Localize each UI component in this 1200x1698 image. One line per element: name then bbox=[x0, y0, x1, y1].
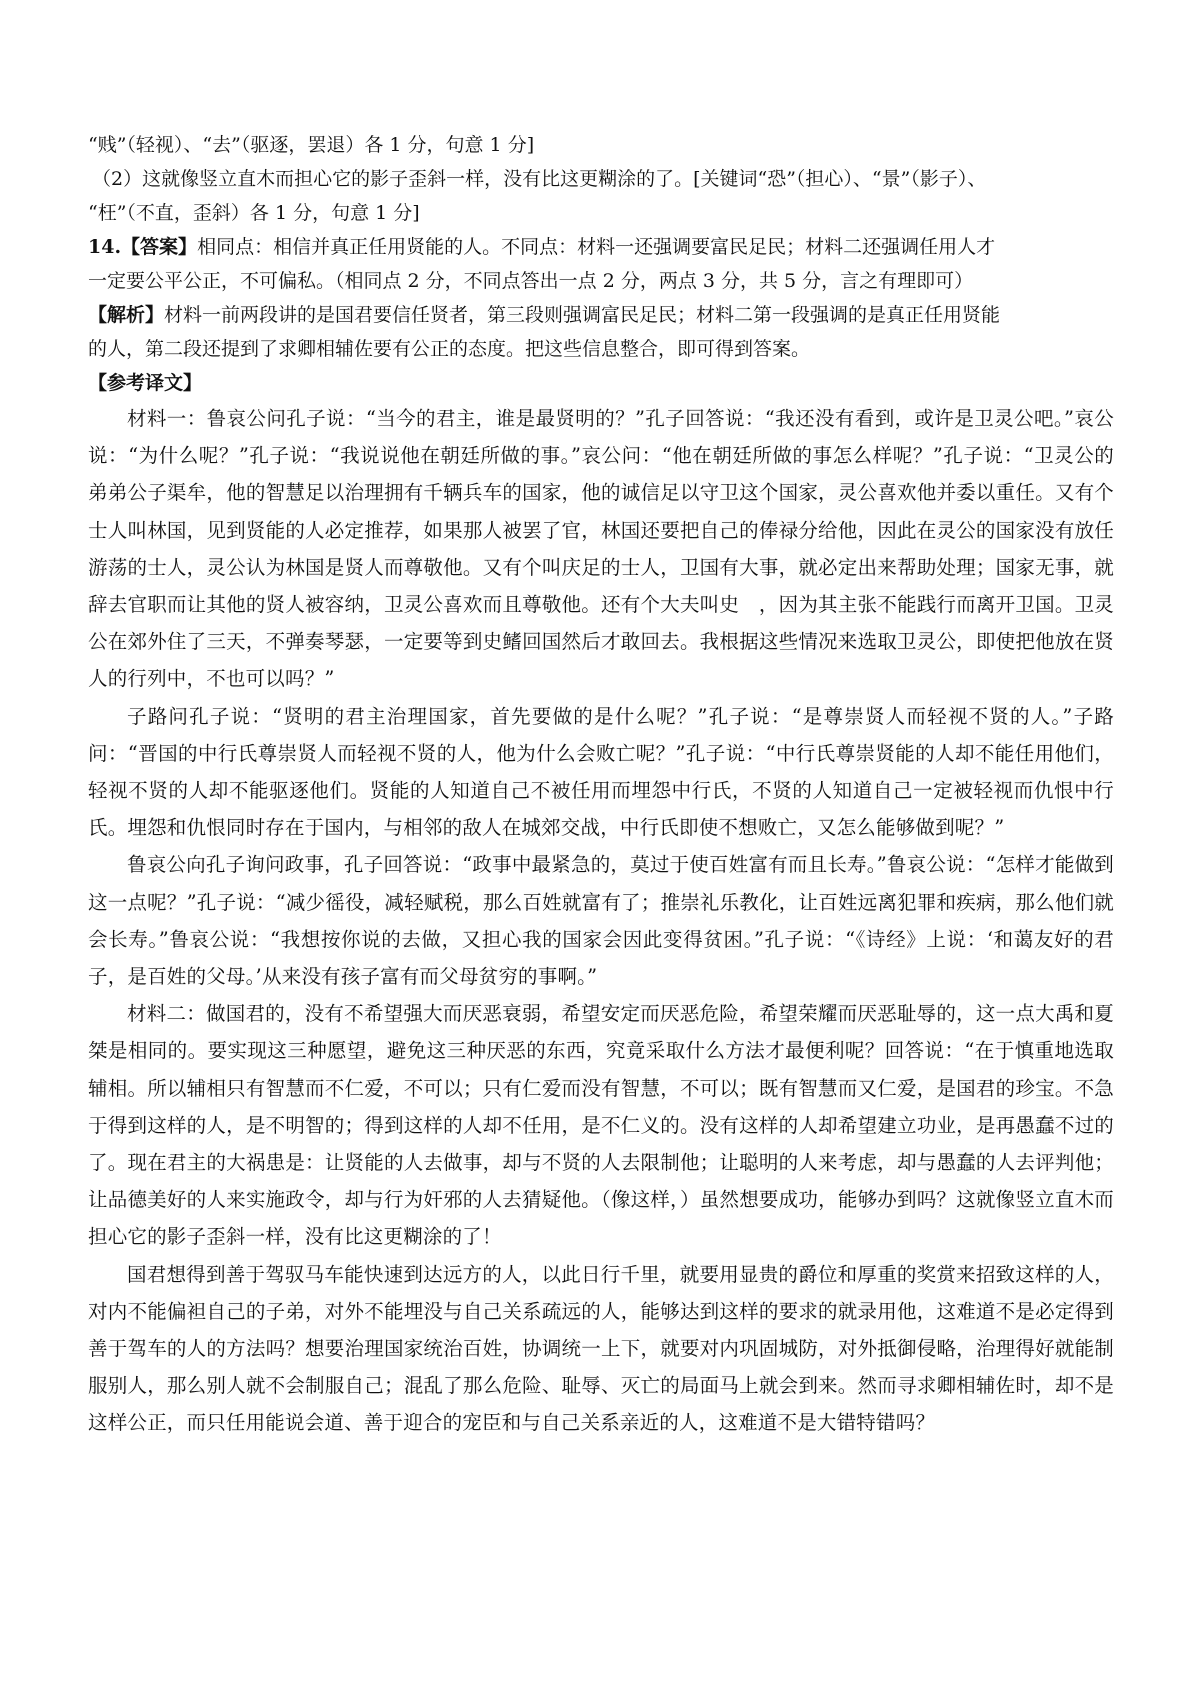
answer-14 bbox=[88, 230, 1114, 400]
answer-14-line-1 bbox=[88, 230, 1114, 264]
reference-translation bbox=[88, 400, 1114, 1442]
answer-13-line-2: （2）这就像竖立直木而担心它的影子歪斜一样，没有比这更糊涂的了。[关键词“恐”（担心）、“景”（影子）、 bbox=[92, 168, 987, 190]
analysis-text-1: 材料一前两段讲的是国君要信任贤者，第三段则强调富民足民；材料二第一段强调的是真正任用贤能 bbox=[164, 304, 1001, 326]
analysis-line-2: 的人，第二段还提到了求卿相辅佐要有公正的态度。把这些信息整合，即可得到答案。 bbox=[88, 338, 811, 360]
analysis-label: 【解析】 bbox=[88, 304, 165, 326]
translation-paragraph-4: 材料二：做国君的，没有不希望强大而厌恶衰弱，希望安定而厌恶危险，希望荣耀而厌恶耻辱的，这一点大禹和夏桀是相同的。要实现这三种愿望，避免这三种厌恶的东西，究竟采取什么方法才最便利呢？回答说：“在于慎重地选取辅相。所以辅相只有智慧而不仁爱，不可以；只有仁爱而没有智慧，不可以；既有智慧而又仁爱，是国君的珍宝。不急于得到这样的人，是不明智的；得到这样的人却不任用，是不仁义的。没有这样的人却希望建立功业，是再愚蠢不过的了。现在君主的大祸患是：让贤能的人去做事，却与不贤的人去限制他；让聪明的人来考虑，却与愚蠢的人去评判他；让品德美好的人来实施政令，却与行为奸邪的人去猜疑他。（像这样，）虽然想要成功，能够办到吗？这就像竖立直木而担心它的影子歪斜一样，没有比这更糊涂的了！ bbox=[88, 1002, 1114, 1249]
answer-13-line-3: “枉”（不直，歪斜）各 1 分，句意 1 分] bbox=[88, 202, 420, 224]
answer-14-label: 14.【答案】 bbox=[88, 236, 198, 258]
translation-paragraph-3: 鲁哀公向孔子询问政事，孔子回答说：“政事中最紧急的，莫过于使百姓富有而且长寿。”鲁哀公说：“怎样才能做到这一点呢？”孔子说：“减少徭役，减轻赋税，那么百姓就富有了；推崇礼乐教化，让百姓远离犯罪和疾病，那么他们就会长寿。”鲁哀公说：“我想按你说的去做，又担心我的国家会因此变得贫困。”孔子说：“《诗经》上说：‘和蔼友好的君子，是百姓的父母。’从来没有孩子富有而父母贫穷的事啊。” bbox=[88, 853, 1114, 989]
translation-paragraph-1: 材料一：鲁哀公问孔子说：“当今的君主，谁是最贤明的？”孔子回答说：“我还没有看到，或许是卫灵公吧。”哀公说：“为什么呢？”孔子说：“我说说他在朝廷所做的事。”哀公问：“他在朝廷所做的事怎么样呢？”孔子说：“卫灵公的弟弟公子渠牟，他的智慧足以治理拥有千辆兵车的国家，他的诚信足以守卫这个国家，灵公喜欢他并委以重任。又有个士人叫林国，见到贤能的人必定推荐，如果那人被罢了官，林国还要把自己的俸禄分给他，因此在灵公的国家没有放任游荡的士人，灵公认为林国是贤人而尊敬他。又有个叫庆足的士人，卫国有大事，就必定出来帮助处理；国家无事，就辞去官职而让其他的贤人被容纳，卫灵公喜欢而且尊敬他。还有个大夫叫史 ，因为其主张不能践行而离开卫国。卫灵公在郊外住了三天，不弹奏琴瑟，一定要等到史鳍回国然后才敢回去。我根据这些情况来选取卫灵公，即使把他放在贤人的行列中，不也可以吗？” bbox=[88, 407, 1114, 691]
answer-13-line-1: “贱”（轻视）、“去”（驱逐，罢退）各 1 分，句意 1 分] bbox=[88, 134, 535, 156]
translation-paragraph-2: 子路问孔子说：“贤明的君主治理国家，首先要做的是什么呢？”孔子说：“是尊崇贤人而轻视不贤的人。”子路问：“晋国的中行氏尊崇贤人而轻视不贤的人，他为什么会败亡呢？”孔子说：“中行氏尊崇贤能的人却不能任用他们，轻视不贤的人却不能驱逐他们。贤能的人知道自己不被任用而埋怨中行氏，不贤的人知道自己一定被轻视而仇恨中行氏。埋怨和仇恨同时存在于国内，与相邻的敌人在城郊交战，中行氏即使不想败亡，又怎么能够做到呢？” bbox=[88, 704, 1114, 840]
analysis-line-1 bbox=[88, 298, 1114, 332]
answer-13-continuation bbox=[88, 128, 1114, 230]
translation-paragraph-5: 国君想得到善于驾驭马车能快速到达远方的人，以此日行千里，就要用显贵的爵位和厚重的奖赏来招致这样的人，对内不能偏袒自己的子弟，对外不能埋没与自己关系疏远的人，能够达到这样的要求的就录用他，这难道不是必定得到善于驾车的人的方法吗？想要治理国家统治百姓，协调统一上下，就要对内巩固城防，对外抵御侵略，治理得好就能制服别人，那么别人就不会制服自己；混乱了那么危险、耻辱、灭亡的局面马上就会到来。然而寻求卿相辅佐时，却不是这样公正，而只任用能说会道、善于迎合的宠臣和与自己关系亲近的人，这难道不是大错特错吗？ bbox=[88, 1262, 1114, 1435]
answer-14-text-1: 相同点：相信并真正任用贤能的人。不同点：材料一还强调要富民足民；材料二还强调任用人才 bbox=[197, 236, 996, 258]
answer-14-line-2: 一定要公平公正，不可偏私。（相同点 2 分，不同点答出一点 2 分，两点 3 分，共 5 分，言之有理即可） bbox=[88, 270, 974, 292]
document-page bbox=[88, 128, 1114, 1442]
translation-heading: 【参考译文】 bbox=[88, 372, 203, 394]
